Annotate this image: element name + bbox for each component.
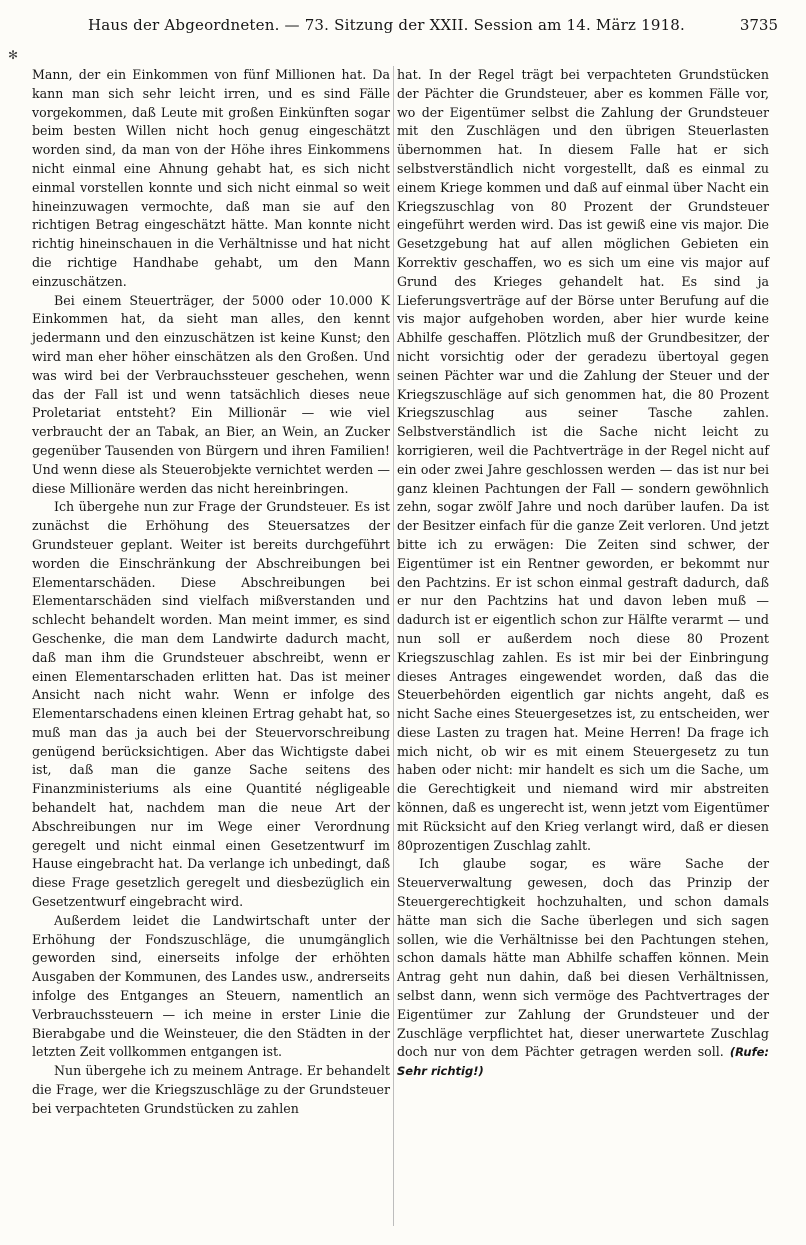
paragraph-text: Ich glaube sogar, es wäre Sache der Steuerverwaltung gewesen, doch das Prinzip der Steuergerechtigkeit hochzuhalten, und schon damals hätte man sich die Sache überlegen und sich sagen sollen, wie die Verhältnisse bei den Pachtungen stehen, schon damals hätte man Abhilfe schaffen können. Mein Antrag geht nun dahin, daß bei diesen Verhältnissen, selbst dann, wenn sich vermöge des Pachtvertrages der Eigentümer zur Zahlung der Grundsteuer und der Zuschläge verpflichtet hat, dieser unerwartete Zuschlag doch nur von dem Pächter getragen werden soll.: [397, 856, 769, 1060]
right-column: [397, 66, 769, 1081]
paragraph: [397, 855, 769, 1081]
session-title: Haus der Abgeordneten. — 73. Sitzung der XXII. Session am 14. März 1918.: [88, 16, 686, 34]
paragraph: Außerdem leidet die Landwirtschaft unter der Erhöhung der Fondszuschläge, die unumgänglich geworden sind, einerseits infolge der erhöhten Ausgaben der Kommunen, des Landes usw., andrerseits infolge des Entganges an Steuern, namentlich an Verbrauchssteuern — ich meine in erster Linie die Bierabgabe und die Weinsteuer, die den Städten in der letzten Zeit vollkommen entgangen ist.: [32, 912, 390, 1060]
interjection: (Rufe: Sehr richtig!): [397, 1045, 769, 1079]
paragraph: Mann, der ein Einkommen von fünf Millionen hat. Da kann man sich sehr leicht irren, und es sind Fälle vorgekommen, daß Leute mit großen Einkünften sogar beim besten Willen nicht hoch genug eingeschätzt worden sind, da man von der Höhe ihres Einkommens nicht einmal eine Ahnung gehabt hat, es sich nicht einmal vorstellen konnte und sich nicht einmal so weit hineinzuwagen vermochte, daß man sie auf den richtigen Betrag eingeschätzt hätte. Man konnte nicht richtig hineinschauen in die Verhältnisse und hat nicht die richtige Handhabe gehabt, um den Mann einzuschätzen.: [32, 67, 390, 289]
paragraph: Bei einem Steuerträger, der 5000 oder 10.000 K Einkommen hat, da sieht man alles, den kennt jedermann und den einzuschätzen ist keine Kunst; den wird man eher höher einschätzen als den Großen. Und was wird bei der Verbrauchssteuer geschehen, wenn das der Fall ist und wenn tatsächlich dieses neue Proletariat entsteht? Ein Millionär — wie viel verbraucht der an Tabak, an Bier, an Wein, an Zucker gegenüber Tausenden von Bürgern und ihren Familien! Und wenn diese als Steuerobjekte vernichtet werden — diese Millionäre werden das nicht hereinbringen.: [32, 292, 390, 496]
paragraph: hat. In der Regel trägt bei verpachteten Grundstücken der Pächter die Grundsteuer, aber es kommen Fälle vor, wo der Eigentümer selbst die Zahlung der Grundsteuer mit den Zuschlägen und den übrigen Steuerlasten übernommen hat. In diesem Falle hat er sich selbstverständlich nicht vorgestellt, daß es einmal zu einem Kriege kommen und daß auf einmal über Nacht ein Kriegszuschlag von 80 Prozent der Grundsteuer eingeführt werden wird. Das ist gewiß eine vis major. Die Gesetzgebung hat auf allen möglichen Gebieten ein Korrektiv geschaffen, wo es sich um eine vis major auf Grund des Krieges gehandelt hat. Es sind ja Lieferungsverträge auf der Börse unter Berufung auf die vis major aufgehoben worden, aber hier wurde keine Abhilfe geschaffen. Plötzlich muß der Grundbesitzer, der nicht vorsichtig oder der geradezu übertoyal gegen seinen Pächter war und die Zahlung der Steuer und der Kriegszuschläge auf sich genommen hat, die 80 Prozent Kriegszuschlag aus seiner Tasche zahlen. Selbstverständlich ist die Sache nicht leicht zu korrigieren, weil die Pachtverträge in der Regel nicht auf ein oder zwei Jahre geschlossen werden — das ist nur bei ganz kleinen Pachtungen der Fall — sondern gewöhnlich zehn, sogar zwölf Jahre und noch darüber laufen. Da ist der Besitzer einfach für die ganze Zeit verloren. Und jetzt bitte ich zu erwägen: Die Zeiten sind schwer, der Eigentümer ist ein Rentner geworden, er bekommt nur den Pachtzins. Er ist schon einmal gestraft dadurch, daß er nur den Pachtzins hat und davon leben muß — dadurch ist er eigentlich schon zur Hälfte verarmt — und nun soll er außerdem noch diese 80 Prozent Kriegszuschlag zahlen. Es ist mir bei der Einbringung dieses Antrages eingewendet worden, daß das die Steuerbehörden eigentlich gar nichts angeht, daß es nicht Sache eines Steuergesetzes ist, zu entscheiden, wer diese Lasten zu tragen hat. Meine Herren! Da frage ich mich nicht, ob wir es mit einem Steuergesetz zu tun haben oder nicht: mir handelt es sich um die Sache, um die Gerechtigkeit und niemand wird mir abstreiten können, daß es ungerecht ist, wenn jetzt vom Eigentümer mit Rücksicht auf den Krieg verlangt wird, daß er diesen 80prozentigen Zuschlag zahlt.: [397, 67, 769, 853]
margin-mark: ✻: [8, 48, 19, 62]
page-number: 3735: [739, 16, 778, 34]
column-divider: [393, 66, 394, 1226]
left-column: [32, 66, 390, 1119]
paragraph: Nun übergehe ich zu meinem Antrage. Er behandelt die Frage, wer die Kriegszuschläge zu der Grundsteuer bei verpachteten Grundstücken zu zahlen: [32, 1063, 390, 1116]
running-header: [88, 14, 778, 36]
paragraph: Ich übergehe nun zur Frage der Grundsteuer. Es ist zunächst die Erhöhung des Steuersatzes der Grundsteuer geplant. Weiter ist bereits durchgeführt worden die Einschränkung der Abschreibungen bei Elementarschäden. Diese Abschreibungen bei Elementarschäden sind vielfach mißverstanden und schlecht behandelt worden. Man meint immer, es sind Geschenke, die man dem Landwirte dadurch macht, daß man ihm die Grundsteuer abschreibt, wenn er einen Elementarschaden erlitten hat. Das ist meiner Ansicht nach nicht wahr. Wenn er infolge des Elementarschadens einen kleinen Ertrag gehabt hat, so muß man das ja auch bei der Steuervorschreibung genügend berücksichtigen. Aber das Wichtigste dabei ist, daß man die ganze Sache seitens des Finanzministeriums als eine Quantité négligeable behandelt hat, nachdem man die neue Art der Abschreibungen nur im Wege einer Verordnung geregelt und nicht einmal einen Gesetzentwurf im Hause eingebracht hat. Da verlange ich unbedingt, daß diese Frage gesetzlich geregelt und diesbezüglich ein Gesetzentwurf eingebracht wird.: [32, 499, 390, 910]
